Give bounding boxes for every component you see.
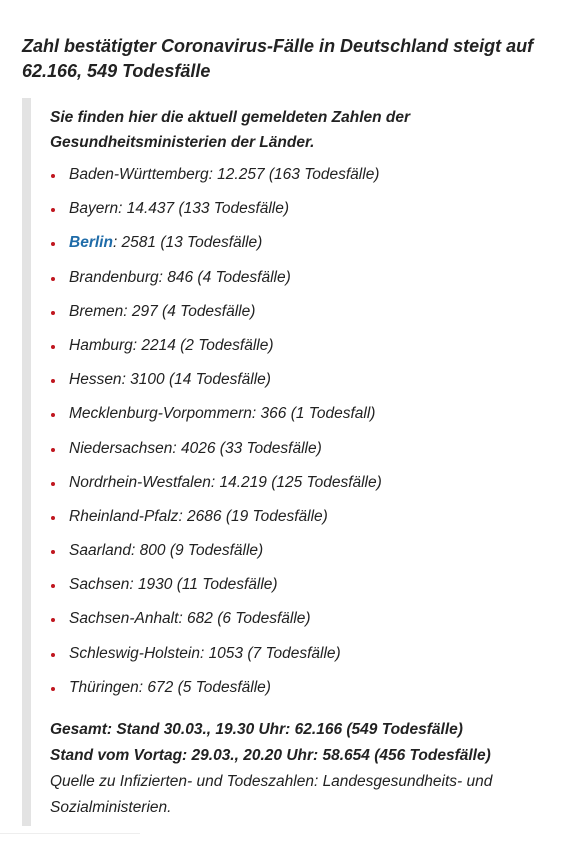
state-name: Baden-Württemberg [69, 166, 209, 183]
bullet-icon [51, 208, 55, 212]
bullet-icon [51, 550, 55, 554]
total-line: Gesamt: Stand 30.03., 19.30 Uhr: 62.166 (549 Todesfälle) [50, 721, 463, 738]
bullet-icon [51, 174, 55, 178]
list-item [50, 230, 382, 264]
article-headline: Zahl bestätigter Coronavirus-Fälle in Deutschland steigt auf 62.166, 549 Todesfälle [22, 36, 534, 81]
divider [0, 833, 140, 834]
state-value: : 14.219 (125 Todesfälle) [210, 473, 382, 491]
bullet-icon [51, 345, 55, 349]
state-value: : 366 (1 Todesfall) [251, 405, 376, 423]
list-item [50, 572, 382, 606]
state-name: Mecklenburg-Vorpommern [69, 405, 252, 423]
state-value: : 846 (4 Todesfälle) [158, 268, 291, 286]
bullet-icon [51, 687, 55, 691]
list-item [50, 401, 382, 435]
list-item [50, 196, 382, 230]
state-value: : 4026 (33 Todesfälle) [172, 439, 322, 457]
list-item [50, 162, 382, 196]
bullet-icon [51, 482, 55, 486]
state-name: Rheinland-Pfalz [69, 507, 179, 525]
bullet-icon [51, 584, 55, 588]
list-item [50, 436, 382, 470]
state-name: Sachsen [69, 576, 130, 594]
state-name: Thüringen [69, 678, 139, 696]
bullet-icon [51, 653, 55, 657]
state-name: Hamburg [69, 336, 133, 354]
bullet-icon [51, 516, 55, 520]
state-value: : 12.257 (163 Todesfälle) [208, 166, 380, 183]
bullet-icon [51, 242, 55, 246]
list-item [50, 675, 382, 709]
bullet-icon [51, 311, 55, 315]
state-value: : 3100 (14 Todesfälle) [121, 371, 271, 389]
state-name: Niedersachsen [69, 439, 173, 457]
state-name: Brandenburg [69, 268, 159, 286]
state-value: : 14.437 (133 Todesfälle) [118, 200, 290, 218]
state-name: Nordrhein-Westfalen [69, 473, 211, 491]
berlin-link[interactable]: Berlin [69, 234, 113, 252]
bullet-icon [51, 618, 55, 622]
state-value: : 672 (5 Todesfälle) [138, 678, 271, 696]
state-name: Bremen [69, 302, 124, 320]
state-value: : 800 (9 Todesfälle) [131, 542, 264, 560]
state-name: Schleswig-Holstein [69, 644, 200, 662]
state-value: : 1053 (7 Todesfälle) [199, 644, 341, 662]
list-item [50, 606, 382, 640]
data-quote-box [22, 98, 562, 826]
state-value: : 682 (6 Todesfälle) [178, 610, 311, 628]
state-value: : 1930 (11 Todesfälle) [129, 576, 278, 594]
previous-day-line: Stand vom Vortag: 29.03., 20.20 Uhr: 58.654 (456 Todesfälle) [50, 747, 491, 764]
state-value: : 2214 (2 Todesfälle) [132, 336, 274, 354]
bullet-icon [51, 379, 55, 383]
list-item [50, 470, 382, 504]
list-item [50, 504, 382, 538]
bullet-icon [51, 277, 55, 281]
bullet-icon [51, 413, 55, 417]
state-name: Bayern [69, 200, 119, 218]
state-value: : 297 (4 Todesfälle) [123, 302, 256, 320]
state-value: : 2581 (13 Todesfälle) [112, 234, 263, 252]
state-list [50, 162, 382, 709]
source-note: Quelle zu Infizierten- und Todeszahlen: Landesgesundheits- und Sozialministerien. [50, 773, 493, 816]
list-item [50, 641, 382, 675]
state-value: : 2686 (19 Todesfälle) [178, 507, 328, 525]
state-name: Saarland [69, 542, 132, 560]
totals-block [50, 717, 555, 821]
state-name: Hessen [69, 371, 122, 389]
list-item [50, 265, 382, 299]
bullet-icon [51, 448, 55, 452]
list-item [50, 299, 382, 333]
list-item [50, 333, 382, 367]
intro-text: Sie finden hier die aktuell gemeldeten Zahlen der Gesundheitsministerien der Länder. [50, 109, 411, 151]
list-item [50, 367, 382, 401]
state-name: Sachsen-Anhalt [69, 610, 179, 628]
list-item [50, 538, 382, 572]
